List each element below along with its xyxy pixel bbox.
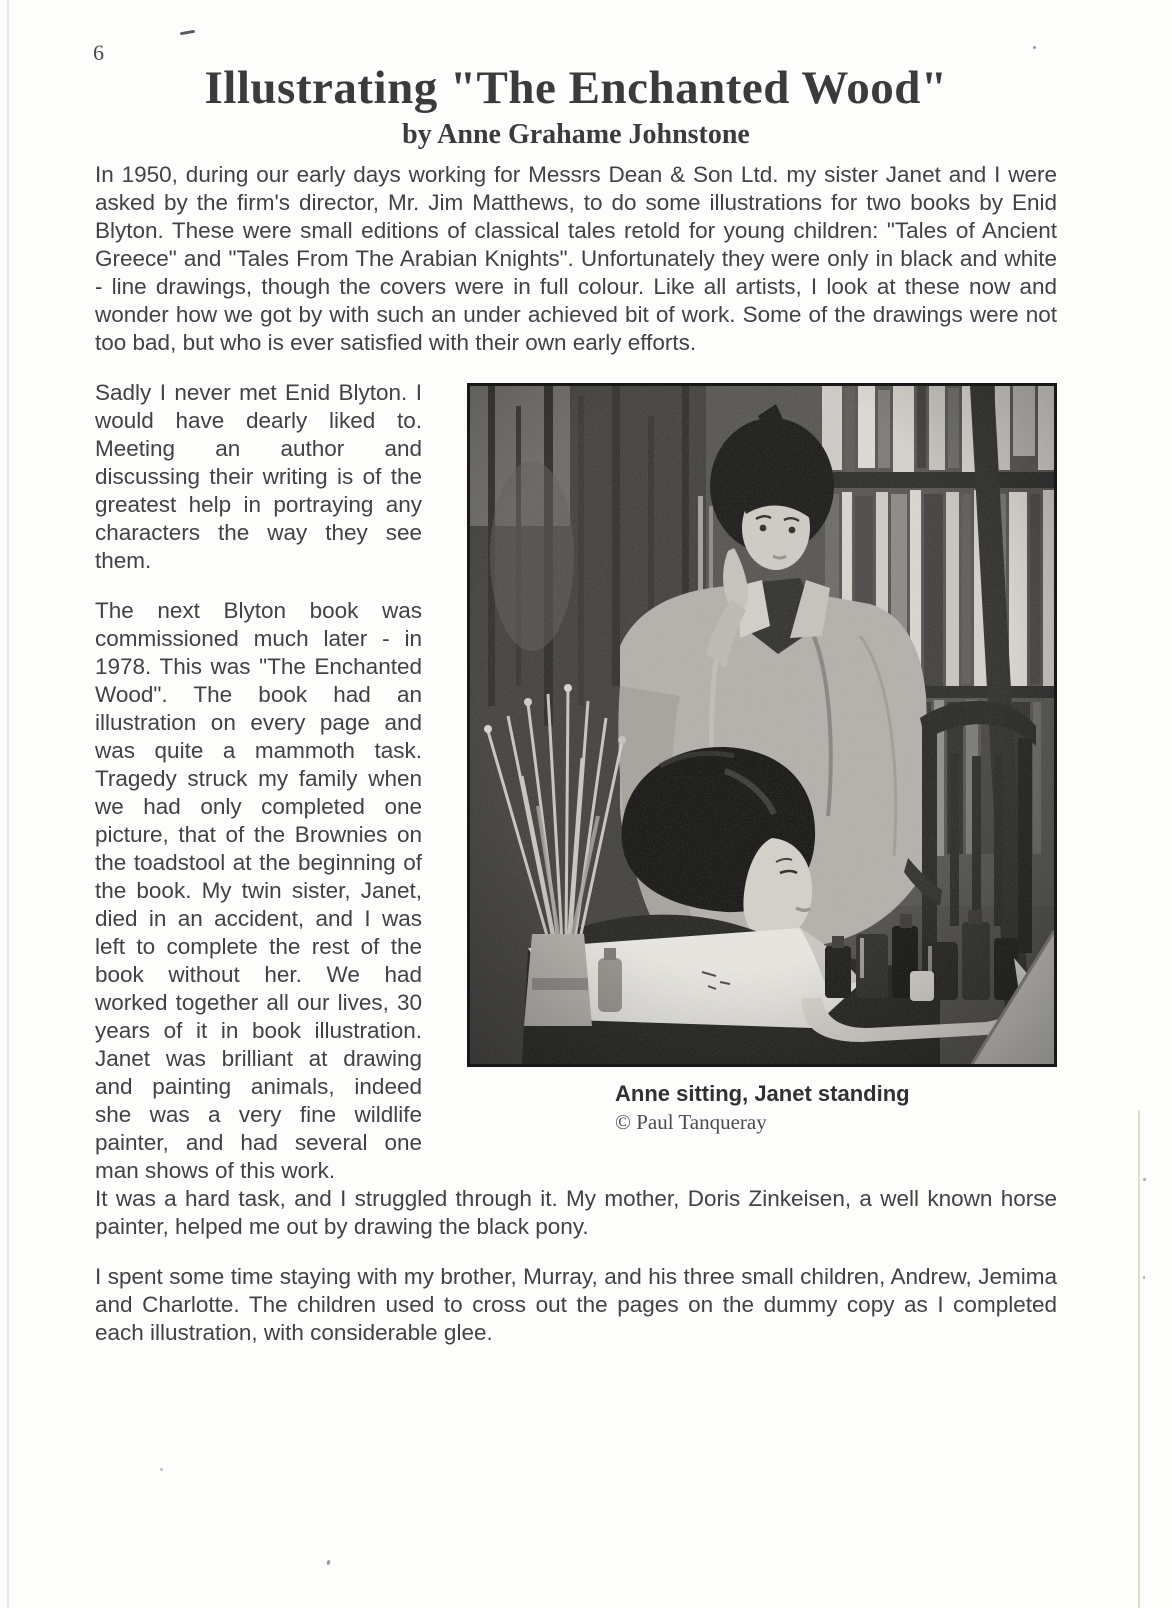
photo-anne-and-janet	[467, 383, 1057, 1067]
scan-edge-line-left	[7, 0, 9, 1608]
paragraph-intro: In 1950, during our early days working for Messrs Dean & Son Ltd. my sister Janet and I were asked by the firm's director, Mr. Jim Matthews, to do some illustrations for two books by Enid Blyton. These were small editions of classical tales retold for young children: "Tales of Ancient Greece" and "Tales From The Arabian Knights". Unfortunately they were only in black and white - line drawings, though the covers were in full colour. Like all artists, I look at these now and wonder how we got by with such an under achieved bit of work. Some of the drawings were not too bad, but who is ever satisfied with their own early efforts.	[95, 162, 1057, 356]
article-title: Illustrating "The Enchanted Wood"	[204, 62, 948, 114]
paragraph-brother: I spent some time staying with my brother, Murray, and his three small children, Andrew, Jemima and Charlotte. The children used to cross out the pages on the dummy copy as I completed each illustration, with considerable glee.	[95, 1264, 1057, 1346]
photo-caption: Anne sitting, Janet standing	[615, 1081, 910, 1107]
paragraph-enchanted-wood: The next Blyton book was commissioned much later - in 1978. This was "The Enchanted Wood". The book had an illustration on every page and was quite a mammoth task. Tragedy struck my family when we had only completed one picture, that of the Brownies on the toadstool at the beginning of the book. My twin sister, Janet, died in an accident, and I was left to complete the rest of the book without her. We had worked together all our lives, 30 years of it in book illustration. Janet was brilliant at drawing and painting animals, indeed she was a very fine wildlife painter, and had several one man shows of this work.	[95, 598, 422, 1184]
scan-artifact-dot	[1143, 1276, 1145, 1279]
photo-illustration	[470, 386, 1054, 1064]
article-body	[95, 161, 1057, 1347]
photo-caption-block	[467, 1081, 1057, 1133]
article-byline: by Anne Grahame Johnstone	[402, 119, 750, 151]
photo-credit: © Paul Tanqueray	[615, 1109, 767, 1134]
scan-artifact-dot	[326, 1560, 330, 1566]
article-two-column-flow	[95, 379, 1057, 1185]
page-number: 6	[93, 40, 104, 65]
paragraph-sadly: Sadly I never met Enid Blyton. I would have dearly liked to. Meeting an author and discussing their writing is of the greatest help in portraying any characters the way they see them.	[95, 380, 422, 574]
page-content	[95, 0, 1057, 1347]
paragraph-hard-task: It was a hard task, and I struggled through it. My mother, Doris Zinkeisen, a well known horse painter, helped me out by drawing the black pony.	[95, 1186, 1057, 1240]
scan-edge-line-right	[1138, 1110, 1140, 1608]
scan-artifact-dot	[1143, 1178, 1146, 1181]
photo-figure	[467, 383, 1057, 1133]
scan-artifact-dot	[160, 1468, 163, 1471]
